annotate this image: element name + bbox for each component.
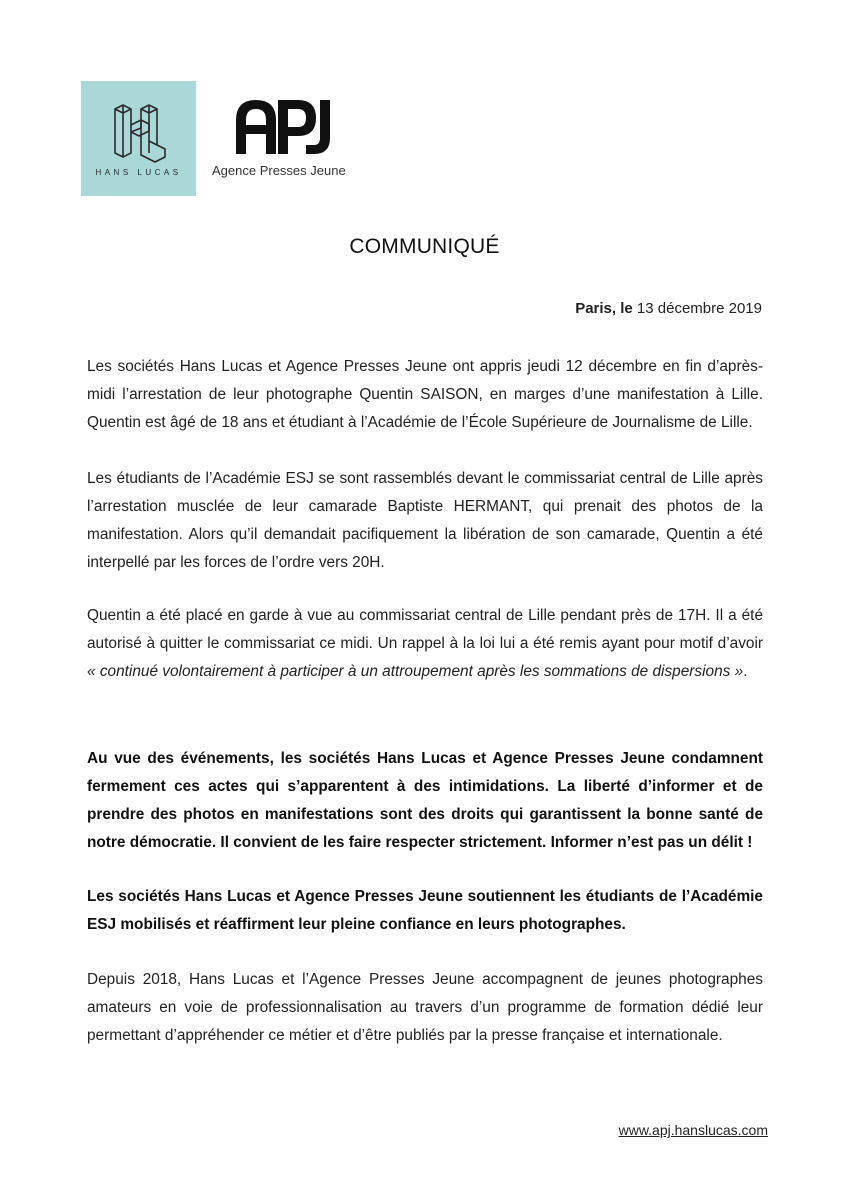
- paragraph-support: Les sociétés Hans Lucas et Agence Presses Jeune soutiennent les étudiants de l’Académie ESJ mobilisés et réaffirment leur pleine confiance en leurs photographes.: [87, 888, 763, 933]
- paragraph-custody-text: Quentin a été placé en garde à vue au commissariat central de Lille pendant près de 17H. Il a été autorisé à quitter le commissariat ce midi. Un rappel à la loi lui a été remis ayant pour motif d’avoir: [87, 607, 763, 652]
- dateline: [575, 300, 762, 317]
- paragraph-arrest: Les sociétés Hans Lucas et Agence Presses Jeune ont appris jeudi 12 décembre en fin d’après-midi l’arrestation de leur photographe Quentin SAISON, en marges d’une manifestation à Lille. Quentin est âgé de 18 ans et étudiant à l’Académie de l’École Supérieure de Journalisme de Lille.: [87, 358, 763, 431]
- paragraph-students: Les étudiants de l’Académie ESJ se sont rassemblés devant le commissariat central de Lille après l’arrestation musclée de leur camarade Baptiste HERMANT, qui prenait des photos de la manifestation. Alors qu’il demandait pacifiquement la libération de son camarade, Quentin a été interpellé par les forces de l’ordre vers 20H.: [87, 470, 763, 571]
- dateline-date: 13 décembre 2019: [636, 300, 762, 317]
- paragraph-custody-end: .: [743, 663, 748, 680]
- paragraph-program: Depuis 2018, Hans Lucas et l’Agence Presses Jeune accompagnent de jeunes photographes amateurs en voie de professionnalisation au travers d’un programme de formation dédié leur permettant d’appréhender ce métier et d’être publiés par la presse française et internationale.: [87, 971, 763, 1044]
- paragraph-condemnation: Au vue des événements, les sociétés Hans Lucas et Agence Presses Jeune condamnent fermement ces actes qui s’apparentent à des intimidations. La liberté d’informer et de prendre des photos en manifestations sont des droits qui garantissent la bonne santé de notre démocratie. Il convient de les faire respecter strictement. Informer n’est pas un délit !: [87, 750, 763, 851]
- dateline-place: Paris, le: [575, 300, 633, 317]
- apj-logo: [212, 98, 357, 183]
- hans-lucas-logo: [81, 81, 196, 196]
- apj-wordmark: Agence Presses Jeune: [212, 163, 346, 178]
- document-title: COMMUNIQUÉ: [349, 235, 500, 258]
- website-link[interactable]: www.apj.hanslucas.com: [618, 1122, 768, 1138]
- hans-lucas-monogram-icon: [111, 101, 167, 163]
- paragraph-custody: [87, 602, 763, 686]
- apj-monogram-icon: [234, 98, 334, 154]
- paragraph-custody-quote: « continué volontairement à participer à un attroupement après les sommations de dispersions »: [87, 663, 744, 680]
- hans-lucas-wordmark: HANS LUCAS: [95, 168, 182, 177]
